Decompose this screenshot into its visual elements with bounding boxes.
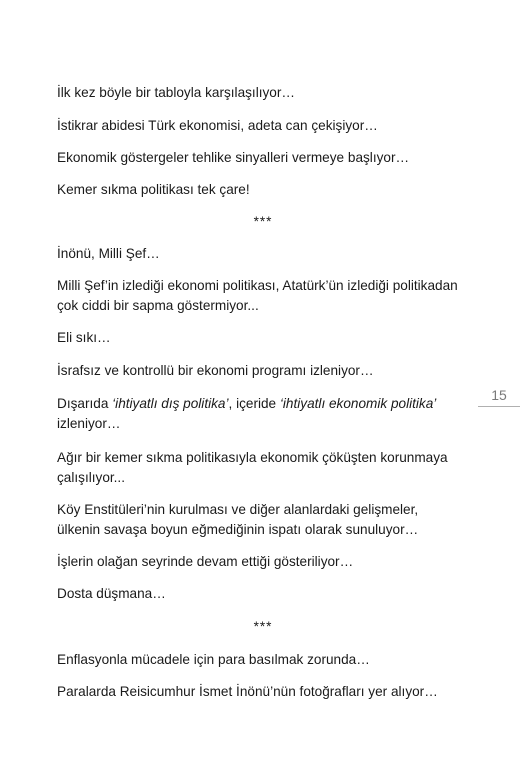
italic-paragraph-part1: Dışarıda — [57, 396, 113, 411]
paragraph-1: İlk kez böyle bir tabloyla karşılaşılıyor… — [57, 85, 295, 100]
paragraph-6: Milli Şef’in izlediği ekonomi politikası, Atatürk’ün izlediği politikadan çok ciddi bir sapma göstermiyor... — [57, 278, 458, 313]
italic-phrase-foreign-policy: ‘ihtiyatlı dış politika’ — [112, 396, 229, 411]
paragraph-13: Enflasyonla mücadele için para basılmak zorunda… — [57, 652, 370, 667]
paragraph-5: İnönü, Milli Şef… — [57, 246, 160, 261]
page-number: 15 — [491, 387, 507, 403]
paragraph-10: Köy Enstitüleri’nin kurulması ve diğer alanlardaki gelişmeler, ülkenin savaşa boyun eğmediğinin ispatı olarak sunuluyor… — [57, 502, 419, 537]
page-number-rule — [478, 406, 520, 407]
paragraph-4: Kemer sıkma politikası tek çare! — [57, 182, 250, 197]
paragraph-12: Dosta düşmana… — [57, 586, 166, 601]
section-separator-2: *** — [253, 619, 273, 634]
italic-phrase-economic-policy: ‘ihtiyatlı ekonomik politika’ — [279, 396, 437, 411]
italic-paragraph-part5: izleniyor… — [57, 416, 121, 431]
section-separator-1: *** — [253, 214, 273, 229]
paragraph-italic — [57, 394, 459, 434]
paragraph-11: İşlerin olağan seyrinde devam ettiği gösteriliyor… — [57, 554, 354, 569]
paragraph-2: İstikrar abidesi Türk ekonomisi, adeta can çekişiyor… — [57, 118, 378, 133]
paragraph-3: Ekonomik göstergeler tehlike sinyalleri vermeye başlıyor… — [57, 150, 410, 165]
paragraph-8: İsrafsız ve kontrollü bir ekonomi programı izleniyor… — [57, 363, 374, 378]
italic-paragraph-part3: , içeride — [228, 396, 280, 411]
paragraph-9: Ağır bir kemer sıkma politikasıyla ekonomik çöküşten korunmaya çalışılıyor... — [57, 450, 448, 485]
paragraph-14: Paralarda Reisicumhur İsmet İnönü’nün fotoğrafları yer alıyor… — [57, 684, 438, 699]
paragraph-7: Eli sıkı… — [57, 330, 111, 345]
